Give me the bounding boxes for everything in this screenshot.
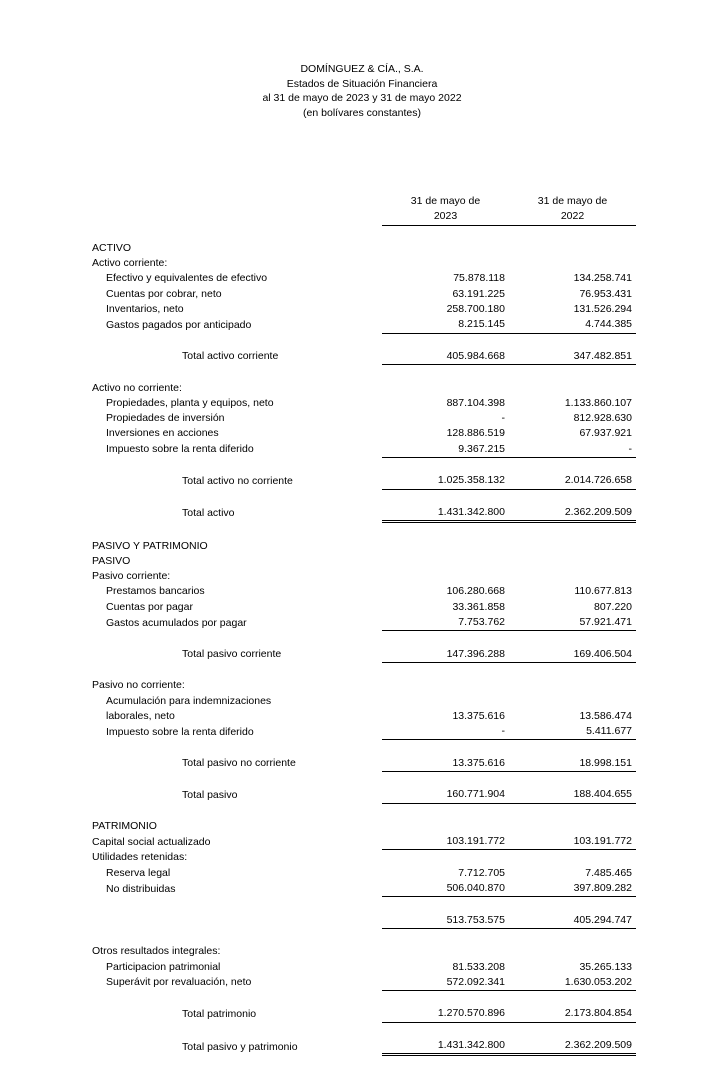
row-value-2022: 405.294.747: [509, 913, 636, 929]
column-header-2022-line2: 2022: [509, 209, 636, 225]
table-row: [92, 600, 636, 615]
row-value-2023: 1.025.358.132: [382, 473, 509, 489]
row-value-2023: 405.984.668: [382, 349, 509, 365]
statement-title: Estados de Situación Financiera: [286, 77, 438, 90]
table-row: [92, 539, 636, 554]
table-row: [92, 615, 636, 631]
row-label: Impuesto sobre la renta diferido: [106, 443, 254, 456]
row-value-2023: 160.771.904: [382, 787, 509, 803]
row-label: Gastos pagados por anticipado: [106, 318, 252, 331]
table-row: [92, 271, 636, 286]
row-label: Propiedades, planta y equipos, neto: [106, 396, 274, 409]
table-row: [92, 241, 636, 256]
row-label: Inventarios, neto: [106, 303, 184, 316]
spacer-row: [92, 803, 636, 819]
row-value-2023: [382, 678, 509, 693]
company-name: DOMÍNGUEZ & CÍA., S.A.: [300, 63, 424, 75]
table-row: [92, 505, 636, 522]
table-body: [92, 194, 636, 1055]
row-label: Cuentas por cobrar, neto: [106, 287, 222, 300]
row-label: Efectivo y equivalentes de efectivo: [106, 272, 268, 285]
table-row: [92, 1006, 636, 1022]
table-row: [92, 975, 636, 991]
row-value-2022: 134.258.741: [573, 272, 632, 285]
row-label: Total activo: [182, 507, 235, 520]
spacer-row: [92, 662, 636, 678]
row-label: Total pasivo corriente: [182, 648, 282, 661]
spacer-row: [92, 631, 636, 647]
table-row: [92, 411, 636, 426]
row-label: ACTIVO: [92, 241, 132, 254]
row-value-2022: [509, 944, 636, 959]
row-value-2023: 887.104.398: [446, 396, 505, 409]
table-row: [92, 709, 636, 724]
table-row: [92, 256, 636, 271]
row-value-2022: 13.586.474: [579, 709, 632, 722]
row-value-2023: [382, 554, 509, 569]
row-value-2022: 169.406.504: [509, 647, 636, 663]
row-label: Participacion patrimonial: [106, 960, 221, 973]
row-label: Inversiones en acciones: [106, 427, 219, 440]
table-row: [92, 426, 636, 441]
row-label: Acumulación para indemnizaciones: [106, 694, 272, 707]
row-value-2022: 347.482.851: [509, 349, 636, 365]
table-row: [92, 819, 636, 834]
spacer-row: [92, 1022, 636, 1038]
row-value-2022: 2.362.209.509: [509, 1038, 636, 1055]
row-value-2023: [382, 569, 509, 584]
row-label: Reserva legal: [106, 866, 171, 879]
row-label: Superávit por revaluación, neto: [106, 976, 252, 989]
row-value-2023: -: [501, 412, 505, 425]
table-row: [92, 881, 636, 897]
row-value-2022: [509, 850, 636, 866]
row-label: Total activo corriente: [182, 350, 279, 363]
row-value-2022: [509, 694, 636, 709]
row-value-2023: [382, 539, 509, 554]
spacer-row: [92, 365, 636, 381]
table-row: [92, 569, 636, 584]
row-value-2022: [509, 554, 636, 569]
row-value-2022: [509, 819, 636, 834]
row-value-2022: 188.404.655: [509, 787, 636, 803]
row-value-2022: 1.133.860.107: [564, 396, 632, 409]
row-value-2023: 106.280.668: [446, 585, 505, 598]
row-value-2023: 1.270.570.896: [382, 1006, 509, 1022]
row-value-2022: [509, 569, 636, 584]
spacer-row: [92, 740, 636, 756]
balance-sheet-table: [92, 194, 636, 1056]
row-label: Total activo no corriente: [182, 474, 293, 487]
row-value-2022: 57.921.471: [509, 615, 636, 631]
row-label: Propiedades de inversión: [106, 412, 225, 425]
table-row: [92, 1038, 636, 1055]
row-value-2022: [509, 678, 636, 693]
row-value-2022: 397.809.282: [509, 881, 636, 897]
row-label: PASIVO: [92, 554, 131, 567]
table-row: [92, 960, 636, 975]
spacer-row: [92, 771, 636, 787]
row-value-2023: 8.215.145: [382, 317, 509, 333]
row-label: laborales, neto: [106, 709, 175, 722]
row-value-2023: [382, 850, 509, 866]
table-row: [92, 473, 636, 489]
row-value-2023: 1.431.342.800: [382, 505, 509, 522]
row-label: Impuesto sobre la renta diferido: [106, 725, 254, 738]
table-row: [92, 381, 636, 396]
spacer-row: [92, 897, 636, 913]
row-value-2022: 2.173.804.854: [509, 1006, 636, 1022]
column-header-2023-line1: 31 de mayo de: [410, 195, 481, 207]
row-value-2023: 572.092.341: [382, 975, 509, 991]
row-value-2022: [509, 539, 636, 554]
document-header: [0, 62, 724, 120]
row-value-2023: 75.878.118: [453, 272, 505, 285]
row-label: Total patrimonio: [182, 1007, 257, 1020]
row-value-2023: 1.431.342.800: [382, 1038, 509, 1055]
row-value-2023: [382, 694, 509, 709]
row-label: Capital social actualizado: [92, 835, 211, 848]
row-value-2022: [509, 241, 636, 256]
table-row: [92, 913, 636, 929]
row-label: Gastos acumulados por pagar: [106, 616, 247, 629]
table-row: [92, 944, 636, 959]
table-row: [92, 317, 636, 333]
spacer-row: [92, 489, 636, 505]
row-label: PATRIMONIO: [92, 819, 157, 832]
row-value-2023: 7.712.705: [458, 866, 505, 879]
row-value-2022: [509, 256, 636, 271]
table-row: [92, 756, 636, 772]
row-value-2022: 812.928.630: [573, 412, 632, 425]
row-label: Otros resultados integrales:: [92, 945, 221, 958]
spacer-row: [92, 522, 636, 539]
table-row: [92, 287, 636, 302]
row-value-2022: 67.937.921: [579, 427, 632, 440]
row-value-2022: 35.265.133: [579, 960, 632, 973]
table-row: [92, 724, 636, 740]
row-value-2022: 807.220: [594, 600, 632, 613]
table-row: [92, 787, 636, 803]
row-value-2023: 13.375.616: [382, 756, 509, 772]
row-value-2023: 81.533.208: [452, 960, 505, 973]
row-value-2022: 5.411.677: [509, 724, 636, 740]
row-value-2023: [382, 241, 509, 256]
row-value-2023: 9.367.215: [382, 442, 509, 458]
table-row: [92, 850, 636, 866]
row-value-2023: [382, 381, 509, 396]
table-row: [92, 678, 636, 693]
row-value-2023: 128.886.519: [446, 427, 505, 440]
spacer-row: [92, 928, 636, 944]
row-value-2023: 33.361.858: [452, 600, 505, 613]
row-label: Pasivo no corriente:: [92, 679, 185, 692]
row-value-2022: 7.485.465: [585, 866, 632, 879]
row-value-2023: 258.700.180: [446, 303, 505, 316]
statement-units: (en bolívares constantes): [303, 106, 421, 119]
row-value-2022: 1.630.053.202: [509, 975, 636, 991]
row-label: Activo no corriente:: [92, 381, 182, 394]
column-header-row-1: [92, 194, 636, 209]
row-label: Pasivo corriente:: [92, 570, 171, 583]
row-label: Prestamos bancarios: [106, 585, 205, 598]
row-label: Utilidades retenidas:: [92, 851, 188, 864]
row-value-2023: [382, 256, 509, 271]
row-value-2023: 147.396.288: [382, 647, 509, 663]
row-label: Cuentas por pagar: [106, 600, 193, 613]
table-row: [92, 866, 636, 881]
table-row: [92, 302, 636, 317]
spacer-row: [92, 991, 636, 1007]
table-row: [92, 349, 636, 365]
column-header-row-2: [92, 209, 636, 225]
row-value-2022: 4.744.385: [509, 317, 636, 333]
row-value-2022: 2.362.209.509: [509, 505, 636, 522]
row-label: Total pasivo y patrimonio: [182, 1040, 298, 1053]
row-value-2022: 131.526.294: [573, 303, 632, 316]
row-value-2023: -: [382, 724, 509, 740]
column-header-2022-line1: 31 de mayo de: [537, 195, 608, 207]
row-value-2023: 103.191.772: [382, 834, 509, 850]
row-value-2023: 513.753.575: [382, 913, 509, 929]
row-value-2022: [509, 381, 636, 396]
row-label: No distribuidas: [106, 882, 176, 895]
row-value-2023: 506.040.870: [382, 881, 509, 897]
row-value-2022: 76.953.431: [579, 287, 632, 300]
financial-statement-page: [0, 62, 724, 1086]
row-value-2022: -: [509, 442, 636, 458]
spacer-row: [92, 458, 636, 474]
column-header-2023-line2: 2023: [382, 209, 509, 225]
row-label: [92, 913, 382, 929]
table-row: [92, 834, 636, 850]
row-value-2023: [382, 944, 509, 959]
table-row: [92, 554, 636, 569]
table-row: [92, 442, 636, 458]
row-label: Total pasivo: [182, 788, 238, 801]
row-value-2023: 63.191.225: [452, 287, 505, 300]
table-row: [92, 694, 636, 709]
row-value-2022: 18.998.151: [509, 756, 636, 772]
row-value-2023: 7.753.762: [382, 615, 509, 631]
spacer-row: [92, 225, 636, 241]
row-label: PASIVO Y PATRIMONIO: [92, 539, 208, 552]
statement-period: al 31 de mayo de 2023 y 31 de mayo 2022: [262, 92, 462, 104]
row-value-2022: 2.014.726.658: [509, 473, 636, 489]
table-row: [92, 584, 636, 599]
row-value-2023: [382, 819, 509, 834]
row-label: Total pasivo no corriente: [182, 757, 296, 770]
table-row: [92, 396, 636, 411]
row-label: Activo corriente:: [92, 257, 168, 270]
row-value-2023: 13.375.616: [452, 709, 505, 722]
table-row: [92, 647, 636, 663]
spacer-row: [92, 333, 636, 349]
row-value-2022: 103.191.772: [509, 834, 636, 850]
row-value-2022: 110.677.813: [574, 585, 632, 598]
